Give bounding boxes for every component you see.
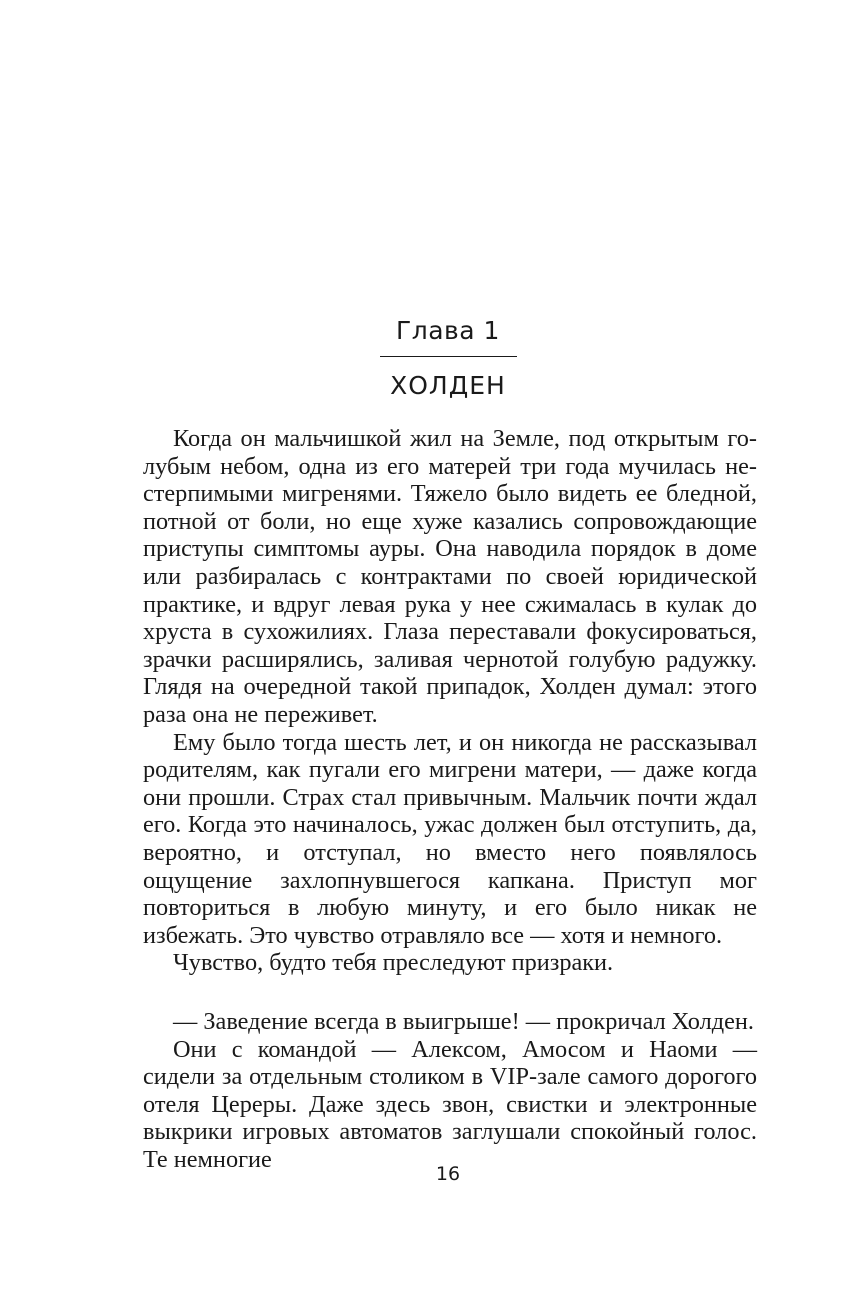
section-1-text [143, 425, 757, 977]
page-number: 16 [435, 1163, 461, 1185]
chapter-label: Глава 1 [396, 316, 500, 345]
section-2-text [143, 1008, 757, 1174]
chapter-title: ХОЛДЕН [390, 371, 506, 400]
chapter-divider [380, 356, 517, 357]
paragraph: Чувство, будто тебя преследуют призраки. [173, 949, 614, 977]
paragraph: Когда он мальчишкой жил на Земле, под открытым голубым небом, одна из его матерей три года мучилась нестерпимыми мигренями. Тяжело было видеть ее бледной, потной от боли, но еще хуже казались сопровождающие приступы симптомы ауры. Она наводила порядок в доме или разбиралась с контрактами по своей юридической практике, и вдруг левая рука у нее сжималась в кулак до хруста в сухожилиях. Глаза переставали фокусироваться, зрачки расширялись, заливая чернотой голубую радужку. Глядя на очередной такой припадок, Холден думал: этого раза она не переживет. [143, 425, 757, 728]
paragraph: Ему было тогда шесть лет, и он никогда не рассказывал родителям, как пугали его мигрени матери, — даже когда они прошли. Страх стал привычным. Мальчик почти ждал его. Когда это начиналось, ужас должен был отступить, да, вероятно, и отступал, но вместо него появлялось ощущение захлопнувшегося капкана. Приступ мог повториться в любую минуту, и его было никак не избежать. Это чувство отравляло все — хотя и немного. [143, 728, 757, 949]
paragraph: — Заведение всегда в выигрыше! — прокричал Холден. [173, 1008, 754, 1035]
paragraph: Они с командой — Алексом, Амосом и Наоми — сидели за отдельным столиком в VIP-зале самого дорогого отеля Цереры. Даже здесь звон, свистки и электронные выкрики игровых автоматов заглушали спокойный голос. Те немногие [143, 1035, 757, 1173]
